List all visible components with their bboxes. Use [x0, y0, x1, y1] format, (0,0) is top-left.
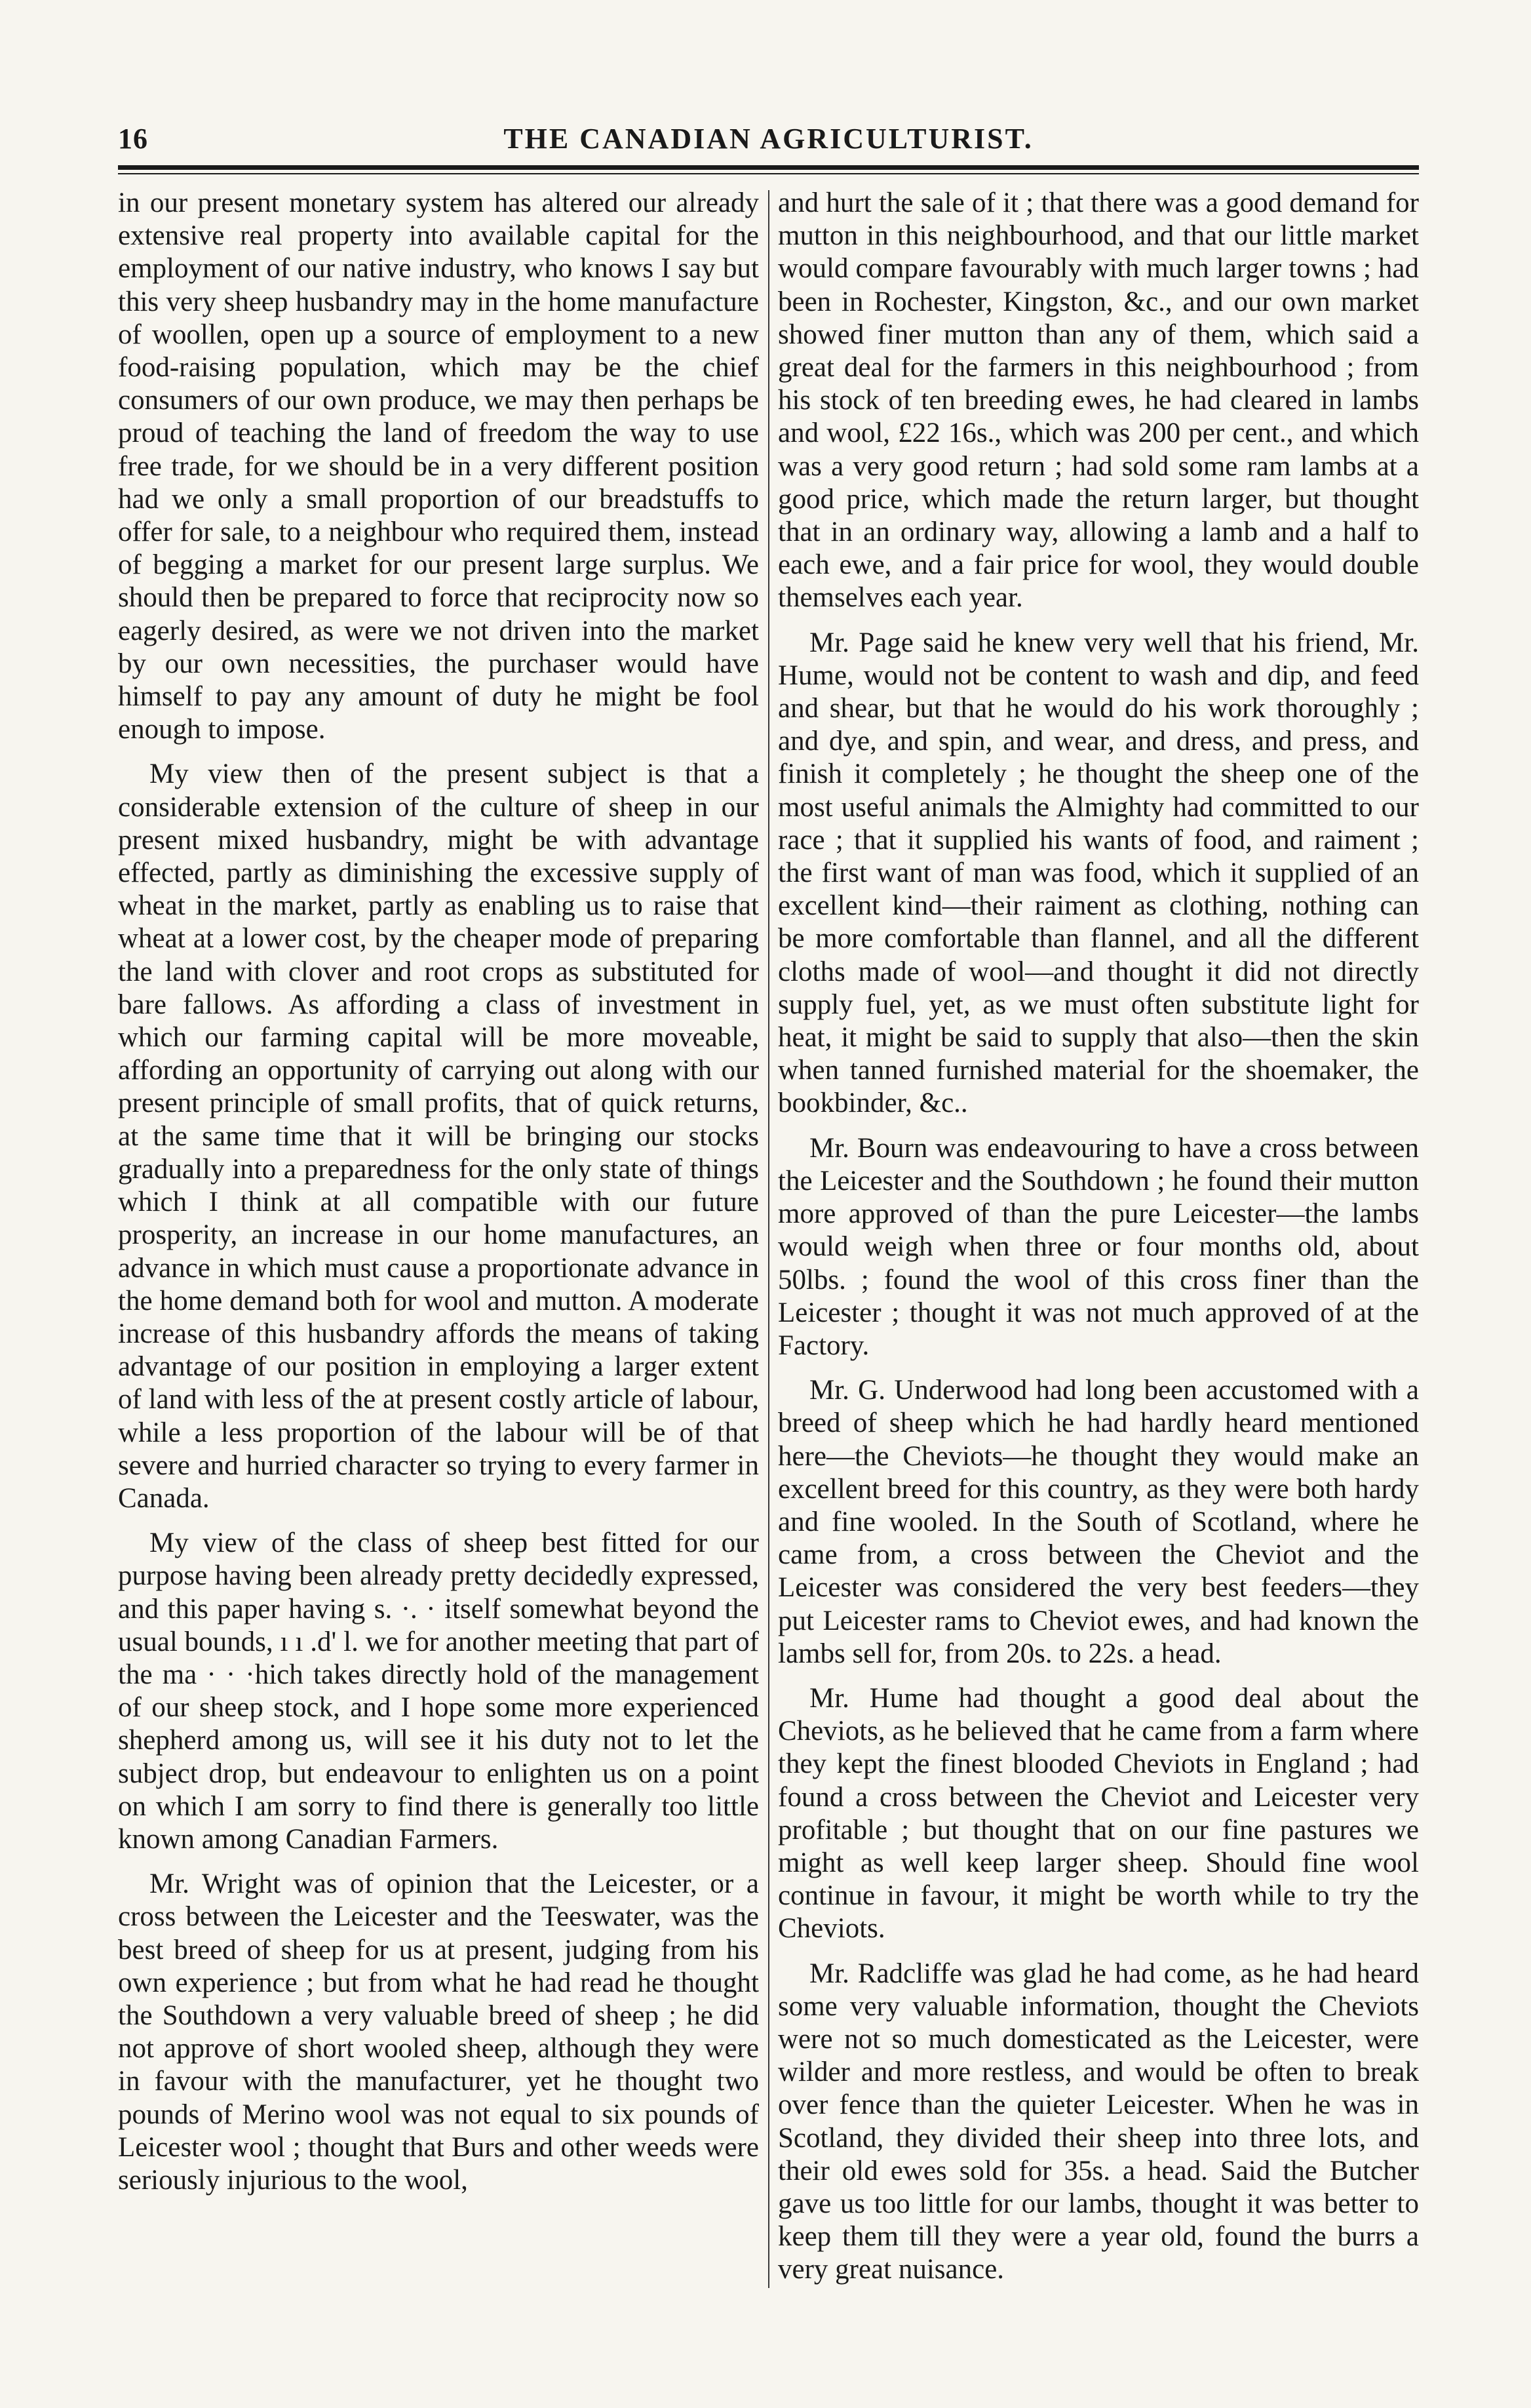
- paragraph: and hurt the sale of it ; that there was a good demand for mutton in this neighbourhood, and that our little market would compare favourably with much larger towns ; had been in Rochester, Kingston, &c., and our own market showed finer mutton than any of them, which said a great deal for the farmers in this neighbourhood ; from his stock of ten breeding ewes, he had cleared in lambs and wool, £22 16s., which was 200 per cent., and which was a very good return ; had sold some ram lambs at a good price, which made the return larger, but thought that in an ordinary way, allowing a lamb and a half to each ewe, and a fair price for wool, they would double themselves each year.: [778, 188, 1419, 614]
- paragraph: Mr. G. Underwood had long been accustomed with a breed of sheep which he had hardly heard mentioned here—the Cheviots—he thought they would make an excellent breed for this country, as they were both hardy and fine wooled. In the South of Scotland, where he came from, a cross between the Cheviot and the Leicester was considered the very best feeders—they put Leicester rams to Cheviot ewes, and had known the lambs sell for, from 20s. to 22s. a head.: [778, 1375, 1419, 1669]
- paragraph: Mr. Page said he knew very well that his friend, Mr. Hume, would not be content to wash and dip, and feed and shear, but that he would do his work thoroughly ; and dye, and spin, and wear, and dress, and press, and finish it completely ; he thought the sheep one of the most useful animals the Almighty had committed to our race ; that it supplied his wants of food, and raiment ; the first want of man was food, which it supplied of an excellent kind—their raiment as clothing, nothing can be more comfortable than flannel, and all the different cloths made of wool—and thought it did not directly supply fuel, yet, as we must often substitute light for heat, it might be said to supply that also—then the skin when tanned furnished material for the shoemaker, the bookbinder, &c..: [778, 627, 1419, 1119]
- paragraph: Mr. Hume had thought a good deal about the Cheviots, as he believed that he came from a farm where they kept the finest blooded Cheviots in England ; had found a cross between the Cheviot and Leicester very profitable ; but thought that on our fine pastures we might as well keep larger sheep. Should fine wool continue in favour, it might be worth while to try the Cheviots.: [778, 1682, 1419, 1944]
- paragraph: in our present monetary system has altered our already extensive real property into available capital for the employment of our native industry, who knows I say but this very sheep husbandry may in the home manufacture of woollen, open up a source of employment to a new food-raising population, which may be the chief consumers of our own produce, we may then perhaps be proud of teaching the land of freedom the way to use free trade, for we should be in a very different position had we only a small proportion of our breadstuffs to offer for sale, to a neighbour who required them, instead of begging a market for our present large surplus. We should then be prepared to force that reciprocity now so eagerly desired, as were we not driven into the market by our own necessities, the purchaser would have himself to pay any amount of duty he might be fool enough to impose.: [118, 188, 759, 745]
- right-column: [778, 187, 1419, 2350]
- running-title: THE CANADIAN AGRICULTURIST.: [503, 123, 1034, 155]
- page-number: 16: [118, 123, 148, 155]
- paragraph: My view of the class of sheep best fitted for our purpose having been already pretty decidedly expressed, and this paper having s. ·. · itself somewhat beyond the usual bounds, ı ı .d' l. we for another meeting that part of the ma · · ·hich takes directly hold of the management of our sheep stock, and I hope some more experienced shepherd among us, will see it his duty not to let the subject drop, but endeavour to enlighten us on a point on which I am sorry to find there is generally too little known among Canadian Farmers.: [118, 1528, 759, 1855]
- header-rule-thin: [118, 173, 1419, 174]
- header-rule-thick: [118, 165, 1419, 170]
- paragraph: My view then of the present subject is that a considerable extension of the culture of sheep in our present mixed husbandry, might be with advantage effected, partly as diminishing the excessive supply of wheat in the market, partly as enabling us to raise that wheat at a lower cost, by the cheaper mode of preparing the land with clover and root crops as substituted for bare fallows. As affording a class of investment in which our farming capital will be more moveable, affording an opportunity of carrying out along with our present principle of small profits, that of quick returns, at the same time that it will be bringing our stocks gradually into a preparedness for the only state of things which I think at all compatible with our future prosperity, an increase in our home manufactures, an advance in which must cause a proportionate advance in the home demand both for wool and mutton. A moderate increase of this husbandry affords the means of taking advantage of our position in employing a larger extent of land with less of the at present costly article of labour, while a less proportion of the labour will be of that severe and hurried character so trying to every farmer in Canada.: [118, 759, 759, 1514]
- left-column: [118, 187, 759, 2350]
- column-divider: [768, 190, 769, 2288]
- paragraph: Mr. Radcliffe was glad he had come, as he had heard some very valuable information, thought the Cheviots were not so much domesticated as the Leicester, were wilder and more restless, and would be often to break over fence than the quieter Leicester. When he was in Scotland, they divided their sheep into three lots, and their old ewes sold for 35s. a head. Said the Butcher gave us too little for our lambs, thought it was better to keep them till they were a year old, found the burrs a very great nuisance.: [778, 1958, 1419, 2285]
- paragraph: Mr. Wright was of opinion that the Leicester, or a cross between the Leicester and the Teeswater, was the best breed of sheep for us at present, judging from his own experience ; but from what he had read he thought the Southdown a very valuable breed of sheep ; he did not approve of short wooled sheep, although they were in favour with the manufacturer, yet he thought two pounds of Merino wool was not equal to six pounds of Leicester wool ; thought that Burs and other weeds were seriously injurious to the wool,: [118, 1868, 759, 2196]
- paragraph: Mr. Bourn was endeavouring to have a cross between the Leicester and the Southdown ; he found their mutton more approved of than the pure Leicester—the lambs would weigh when three or four months old, about 50lbs. ; found the wool of this cross finer than the Leicester ; thought it was not much approved of at the Factory.: [778, 1132, 1419, 1361]
